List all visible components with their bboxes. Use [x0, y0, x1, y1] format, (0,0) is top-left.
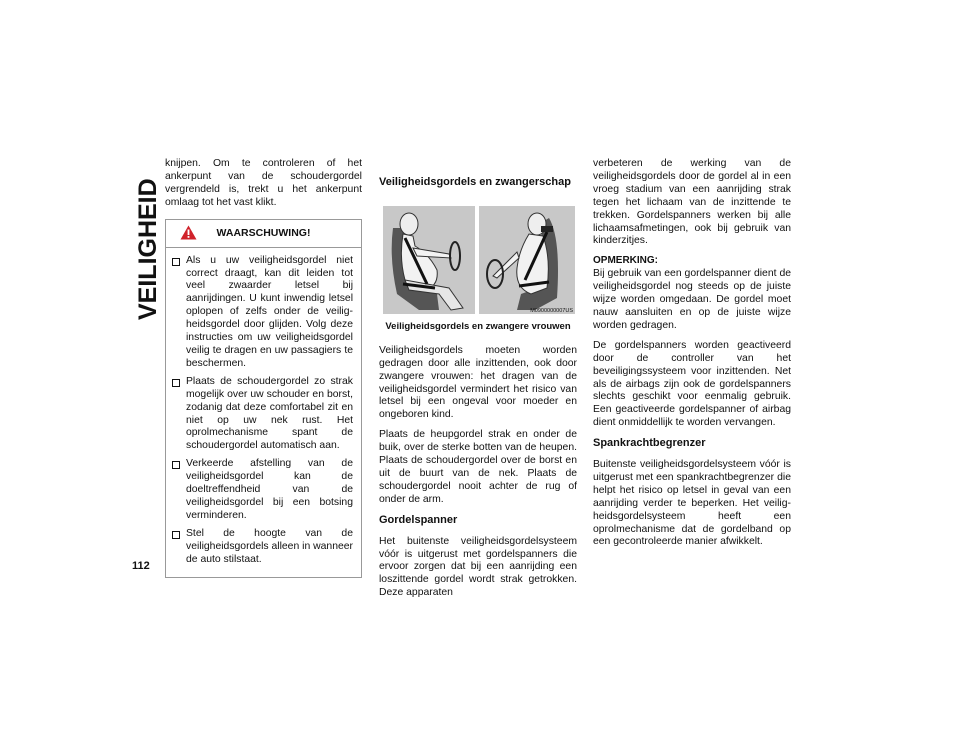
- subsection-heading: Gordelspanner: [379, 513, 458, 526]
- intro-paragraph: knijpen. Om te controleren of het ankerpunt van de schoudergordel vergrendeld is, trekt u het ankerpunt omlaag tot het vast klikt.: [165, 158, 362, 208]
- page-number: 112: [132, 560, 150, 572]
- warning-item: [172, 458, 353, 523]
- warning-item: [172, 376, 353, 453]
- note-text: Bij gebruik van een gordelspanner dient de veiligheidsgordel nog steeds op de juiste wijze worden omgedaan. De gordel moet nauw aansluiten en op de juiste wijze worden gedragen.: [593, 268, 791, 331]
- warning-triangle-icon: [180, 225, 197, 244]
- warning-box: [165, 219, 362, 579]
- warning-item-text: Plaats de schoudergordel zo strak mogelijk over uw schouder en borst, zodanig dat deze comfortabel zit en niet op uw nek rust. Het oprolmechanisme spant de schoudergordel automatisch aan.: [186, 375, 353, 452]
- warning-item-text: Verkeerde afstelling van de veiligheidsgordel kan de doeltreffendheid van de veiligheidsgordel bij een botsing verminderen.: [186, 458, 353, 521]
- warning-list: [166, 248, 361, 578]
- paragraph: Buitenste veiligheidsgordelsysteem vóór is uitgerust met een spankrachtbegrenzer die helpt het risico op letsel in geval van een aanrijding verder te beperken. Het veiligheidsgordelsysteem heeft een oprolmechanisme dat de gordelband op een gecontroleerde manier afwikkelt.: [593, 459, 791, 548]
- paragraph: De gordelspanners worden geactiveerd door de controller van het beveiligingssysteem voor inzittenden. Net als de airbags zijn ook de gordelspanners slechts geschikt voor eenmalig gebruik. Een geactiveerde gordelspanner of airbag dient onmiddellijk te worden vervangen.: [593, 339, 791, 429]
- figure-caption: Veiligheidsgordels en zwangere vrouwen: [385, 320, 571, 332]
- warning-item-text: Stel de hoogte van de veiligheidsgordels alleen in wanneer de auto stilstaat.: [186, 527, 353, 565]
- section-heading: Veiligheidsgordels en zwangerschap: [379, 176, 571, 188]
- paragraph: Veiligheidsgordels moeten worden gedragen door alle inzittenden, ook door zwangere vrouwen: het dragen van de veiligheidsgordel vermindert het risico van letsel bij een ongeval voor moeder en ongeboren kind.: [379, 344, 577, 421]
- warning-header: [166, 220, 361, 248]
- warning-item: [172, 528, 353, 567]
- column-middle: [379, 170, 577, 607]
- pregnancy-seatbelt-illustration: [379, 198, 577, 318]
- checkbox-bullet-icon: [172, 379, 180, 387]
- warning-title: WAARSCHUWING!: [216, 226, 311, 239]
- note-label: OPMERKING:: [593, 255, 658, 267]
- checkbox-bullet-icon: [172, 258, 180, 266]
- figure-code: M0900000007US: [530, 307, 573, 314]
- checkbox-bullet-icon: [172, 531, 180, 539]
- paragraph: Het buitenste veiligheidsgordelsysteem vóór is uitgerust met gordelspanners die ervoor zorgen dat bij een aanrijding een loszittende gordel wordt strak getrokken. Deze apparaten: [379, 535, 577, 599]
- warning-item-text: Als u uw veiligheidsgordel niet correct draagt, kan dit leiden tot veel zwaarder letsel bij aanrijdingen. U kunt inwendig letsel oplopen of zelfs onder de veiligheidsgordel door glijden. Volg deze instructies om uw veiligheidsgordel veilig te dragen en uw passagiers te beschermen.: [186, 254, 353, 369]
- paragraph: verbeteren de werking van de veiligheidsgordels door de gordel al in een vroeg stadium van een aanrijding strak tegen het lichaam van de inzittende te trekken. Gordelspanners werken bij alle lichaamsafmetingen, ook bij gebruik van kinderzitjes.: [593, 158, 791, 247]
- column-left: [165, 158, 362, 578]
- checkbox-bullet-icon: [172, 461, 180, 469]
- paragraph: Plaats de heupgordel strak en onder de buik, over de sterke botten van de heupen. Plaats de schoudergordel over de borst en uit de buurt van de nek. Plaats de schoudergordel nooit achter de rug of onder de arm.: [379, 429, 577, 505]
- section-title: [132, 172, 164, 322]
- subsection-heading: Spankrachtbegrenzer: [593, 437, 706, 450]
- warning-item: [172, 255, 353, 371]
- section-title-text: VEILIGHEID: [134, 178, 162, 320]
- column-right: [593, 158, 791, 556]
